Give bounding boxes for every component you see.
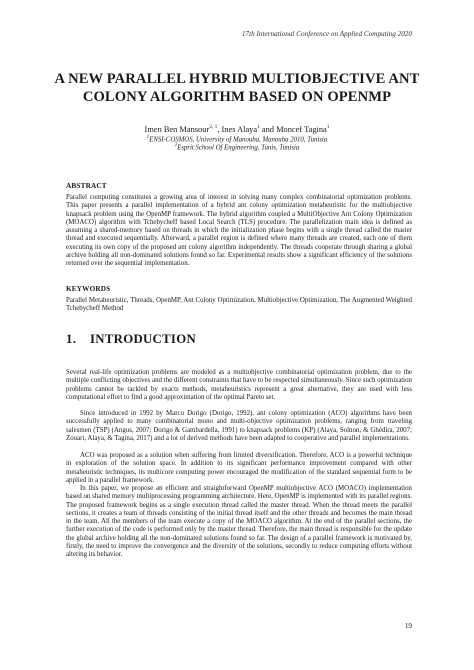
body-paragraph: Since introduced in 1992 by Marco Dorigo (Dorigo, 1992), ant colony optimization (ACO) algorithms have been successfully applied to many combinatorial mono and multi-objective optimization problems, ranging from traveling salesmen (TSP) (Angus, 2007; Dorigo & Gambardella, 1991) to knapsack problems (KP) (Alaya, Solnon, & Ghédira, 2007; Zouari, Alaya, & Tagina, 2017) and a lot of derived methods have been adapted to cooperative and parallel implementations. — [66, 410, 412, 442]
affiliation-mark: 2 — [174, 143, 178, 148]
keywords-text: Parallel Metaheuristic, Threads, OpenMP, Ant Colony Optimization, Multiobjective Optimization, The Augmented Weighted Tchebycheff Method — [66, 297, 412, 313]
author-name: Moncef Tagina — [276, 124, 327, 134]
title-line-2: COLONY ALGORITHM BASED ON OPENMP — [82, 89, 392, 105]
affiliation-2 — [40, 142, 434, 152]
section-heading — [66, 332, 196, 347]
page-number: 19 — [404, 622, 412, 630]
author-separator: and — [259, 124, 277, 134]
affiliation-mark: 1 — [146, 135, 150, 140]
body-paragraph: Several real-life optimization problems are modeled as a multiobjective combinatorial optimization problem, due to the multiple conflicting objectives and the different constraints that have to be respected simultaneously. Since such optimization problems cannot be tackled by exacts methods, metaheuristics represent a great alternative, they are used with less computational effort to find a good approximation of the optimal Pareto set. — [66, 369, 412, 401]
paper-title — [40, 70, 434, 106]
title-line-1: A NEW PARALLEL HYBRID MULTIOBJECTIVE ANT — [54, 71, 420, 87]
body-paragraph: In this paper, we propose an efficient and straightforward OpenMP multiobjective ACO (MOACO) implementation based on shared memory multiprocessing programming architecture. Here, OpenMP is implemented with its parallel regions. The proposed framework begins as a single execution thread called the master thread. When the thread meets the parallel sections, it creates a team of threads consisting of the initial thread itself and the other threads and becomes the main thread in the team. All the members of the team execute a copy of the MOACO algorithm. At the end of the parallel sections, the further execution of the code is performed only by the master thread. Therefore, the main thread is responsible for the update the global archive holding all the non-dominated solutions found so far. The design of a parallel framework is motivated by, firstly, the need to improve the convergence and the diversity of the solutions, secondly to reduce computing efforts without altering its behavior. — [66, 485, 412, 559]
body-paragraph: ACO was proposed as a solution when suffering from limited diversification. Therefore, ACO is a powerful technique in exploration of the solution space. In addition to its significant performance improvement compared with other metaheuristic techniques, its multicore computing power encouraged the modification of the standard sequential form to be applied in a parallel framework. — [66, 452, 412, 484]
section-title: INTRODUCTION — [90, 332, 196, 346]
abstract-text: Parallel computing constitutes a growing area of interest in solving many complex combinatorial optimization problems. This paper presents a parallel implementation of a hybrid ant colony optimization metaheuristic for the multiobjective knapsack problem using the OpenMP framework. The hybrid algorithm coupled a MultiObjective Ant Colony Optimization (MOACO) algorithm with Tchebycheff based Local Search (TLS) procedure. The parallelization main idea is defined as assuming a shared-memory based on threads in which the initialization phase begins with a single thread called the master thread and executed sequentially. Afterward, a parallel region is defined where many threads are created, each one of them executing its own copy of the proposed ant colony algorithm independently. The threads cooperate through sharing a global archive holding all non-dominated solutions found so far. Experimental results show a significant efficiency of the solutions returned over the sequential implementation. — [66, 194, 412, 268]
abstract-heading: ABSTRACT — [66, 182, 107, 190]
author-affiliation-mark: 2, 1 — [209, 124, 218, 130]
affiliation-text: Esprit School Of Engineering, Tunis, Tunisia — [177, 144, 300, 152]
author-list — [40, 122, 434, 135]
keywords-heading: KEYWORDS — [66, 285, 111, 293]
author-separator: , — [217, 124, 222, 134]
section-number: 1. — [66, 332, 77, 346]
author-affiliation-mark: 1 — [326, 124, 330, 130]
author-name: Imen Ben Mansour — [144, 124, 210, 134]
author-affiliation-mark: 1 — [257, 124, 260, 130]
affiliation-text: ENSI-COSMOS, University of Manouba, Manouba 2010, Tunisia — [149, 136, 328, 144]
running-head: 17th International Conference on Applied Computing 2020 — [241, 30, 412, 38]
author-name: Ines Alaya — [221, 124, 258, 134]
